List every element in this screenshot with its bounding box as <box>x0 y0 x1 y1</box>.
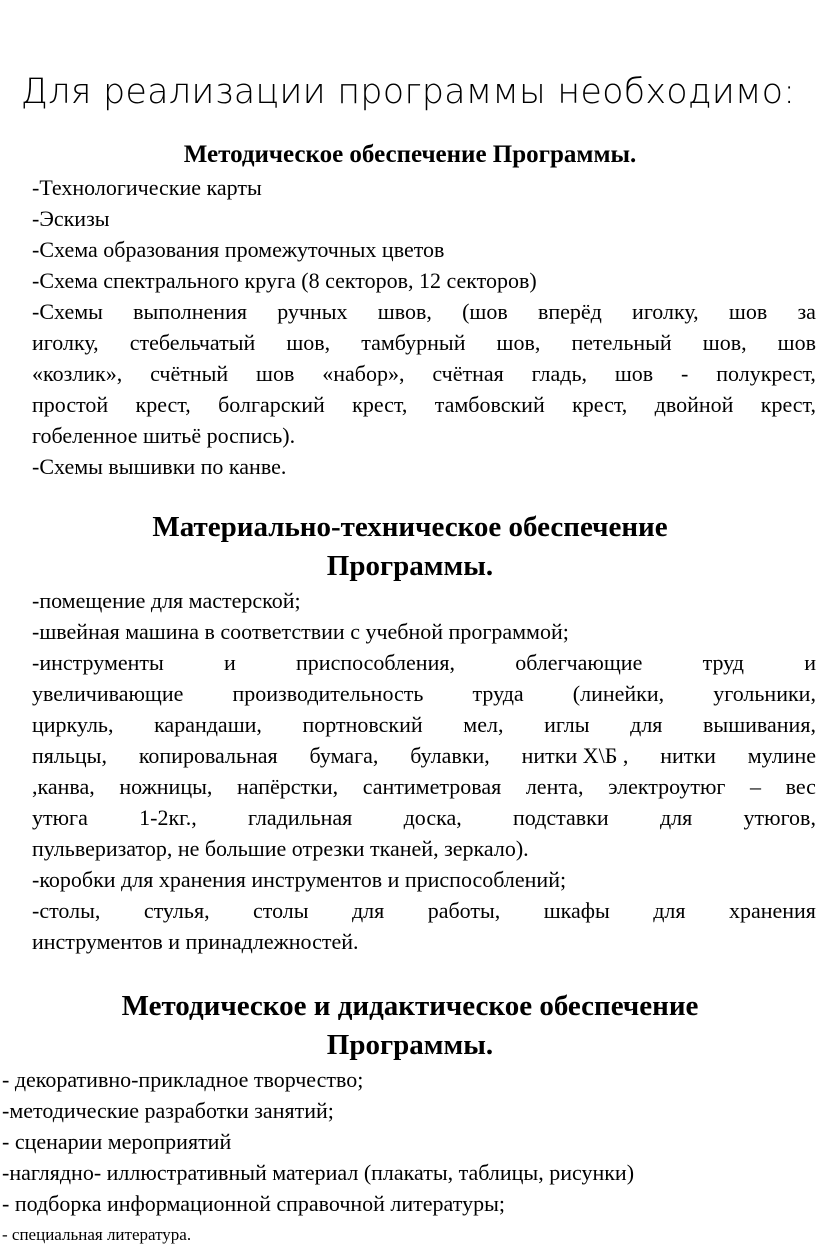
word: вес <box>785 774 816 799</box>
paragraph-last-line: инструментов и принадлежностей. <box>32 929 359 954</box>
justified-line <box>32 895 816 926</box>
word: крест, <box>572 392 628 417</box>
word: крест, <box>760 392 816 417</box>
word: иголку, <box>632 299 699 324</box>
section-body-methodical <box>32 172 816 482</box>
word: двойной <box>654 392 734 417</box>
paragraph-last-line: пульверизатор, не большие отрезки тканей, зеркало). <box>32 836 529 861</box>
word: крест, <box>352 392 408 417</box>
word: счётная <box>432 361 504 386</box>
word: для <box>630 712 663 737</box>
word: полукрест, <box>716 361 816 386</box>
page-title: Для реализации программы необходимо: <box>20 72 796 112</box>
justified-line <box>32 389 816 420</box>
list-item: -Технологические карты <box>32 175 262 200</box>
word: бумага, <box>309 743 379 768</box>
justified-line <box>32 647 816 678</box>
word: увеличивающие <box>32 681 184 706</box>
word: труд <box>702 650 744 675</box>
word: столы <box>253 898 309 923</box>
word: «козлик», <box>32 361 123 386</box>
heading-line: Материально-техническое обеспечение <box>152 511 668 543</box>
word: тамбовский <box>434 392 545 417</box>
section-body-didactic <box>2 1064 814 1247</box>
word: угольники, <box>713 681 816 706</box>
word: (шов <box>462 299 508 324</box>
word: -Схемы <box>32 299 103 324</box>
justified-line <box>32 802 816 833</box>
word: шов <box>777 330 816 355</box>
word: утюга <box>32 805 88 830</box>
word: тамбурный <box>361 330 466 355</box>
word: циркуль, <box>32 712 114 737</box>
word: шкафы <box>543 898 610 923</box>
word: лента, <box>525 774 584 799</box>
word: (линейки, <box>572 681 665 706</box>
word: и <box>224 650 236 675</box>
list-item: - декоративно-прикладное творчество; <box>2 1067 364 1092</box>
word: подставки <box>513 805 609 830</box>
word: за <box>797 299 816 324</box>
list-item: -коробки для хранения инструментов и приспособлений; <box>32 867 567 892</box>
word: - <box>681 361 689 386</box>
word: хранения <box>728 898 816 923</box>
word: шов <box>728 299 768 324</box>
word: вперёд <box>537 299 602 324</box>
word: булавки, <box>410 743 490 768</box>
word: стулья, <box>143 898 210 923</box>
word: гладь, <box>531 361 587 386</box>
word: труда <box>472 681 524 706</box>
word: гладильная <box>248 805 353 830</box>
heading-line: Программы. <box>326 1029 494 1061</box>
word: петельный <box>571 330 672 355</box>
word: для <box>653 898 686 923</box>
word: утюгов, <box>743 805 816 830</box>
word: электроутюг <box>608 774 726 799</box>
list-item: -помещение для мастерской; <box>32 588 301 613</box>
word: нитки Х\Б , <box>521 743 629 768</box>
list-item: -швейная машина в соответствии с учебной программой; <box>32 619 569 644</box>
word: ручных <box>277 299 348 324</box>
word: портновский <box>302 712 423 737</box>
justified-line <box>32 358 816 389</box>
word: пяльцы, <box>32 743 107 768</box>
word: иголку, <box>32 330 99 355</box>
word: для <box>659 805 693 830</box>
list-item: -методические разработки занятий; <box>2 1098 334 1123</box>
word: шов, <box>702 330 747 355</box>
justified-line <box>32 327 816 358</box>
word: шов <box>614 361 654 386</box>
word: выполнения <box>133 299 247 324</box>
heading-line: Программы. <box>326 550 494 582</box>
word: и <box>804 650 816 675</box>
list-item: -Схемы вышивки по канве. <box>32 454 287 479</box>
word: простой <box>32 392 109 417</box>
heading-line: Методическое и дидактическое обеспечение <box>121 990 699 1022</box>
word: шов, <box>286 330 331 355</box>
word: счётный <box>150 361 229 386</box>
word: -инструменты <box>32 650 164 675</box>
justified-line <box>32 771 816 802</box>
word: «набор», <box>322 361 405 386</box>
word: для <box>351 898 385 923</box>
word: стебельчатый <box>129 330 256 355</box>
section-heading-methodical: Методическое обеспечение Программы. <box>183 141 637 168</box>
paragraph-last-line: гобеленное шитьё роспись). <box>32 423 296 448</box>
word: сантиметровая <box>362 774 502 799</box>
word: ,канва, <box>32 774 95 799</box>
word: производительность <box>232 681 424 706</box>
word: копировальная <box>138 743 278 768</box>
word: шов <box>256 361 295 386</box>
section-heading-didactic <box>60 987 760 1065</box>
word: облегчающие <box>515 650 643 675</box>
list-item: - сценарии мероприятий <box>2 1129 232 1154</box>
word: шов, <box>496 330 541 355</box>
list-item: - специальная литература. <box>2 1225 192 1244</box>
word: вышивания, <box>703 712 816 737</box>
word: швов, <box>377 299 432 324</box>
section-body-material <box>32 585 816 957</box>
justified-line <box>32 296 816 327</box>
section-heading-material <box>60 508 760 586</box>
list-item: -Схема образования промежуточных цветов <box>32 237 445 262</box>
word: нитки <box>660 743 716 768</box>
word: напёрстки, <box>236 774 339 799</box>
list-item: -наглядно- иллюстративный материал (плакаты, таблицы, рисунки) <box>2 1160 635 1185</box>
list-item: -Схема спектрального круга (8 секторов, 12 секторов) <box>32 268 537 293</box>
word: приспособления, <box>296 650 455 675</box>
word: иглы <box>544 712 590 737</box>
word: 1-2кг., <box>139 805 197 830</box>
word: мулине <box>747 743 816 768</box>
word: работы, <box>427 898 501 923</box>
word: крест, <box>135 392 191 417</box>
justified-line <box>32 709 816 740</box>
list-item: - подборка информационной справочной литературы; <box>2 1191 505 1216</box>
word: карандаши, <box>154 712 262 737</box>
word: мел, <box>463 712 504 737</box>
justified-line <box>32 678 816 709</box>
word: -столы, <box>32 898 101 923</box>
word: болгарский <box>218 392 325 417</box>
word: доска, <box>403 805 462 830</box>
justified-line <box>32 740 816 771</box>
word: ножницы, <box>119 774 213 799</box>
list-item: -Эскизы <box>32 206 110 231</box>
word: – <box>750 774 761 799</box>
